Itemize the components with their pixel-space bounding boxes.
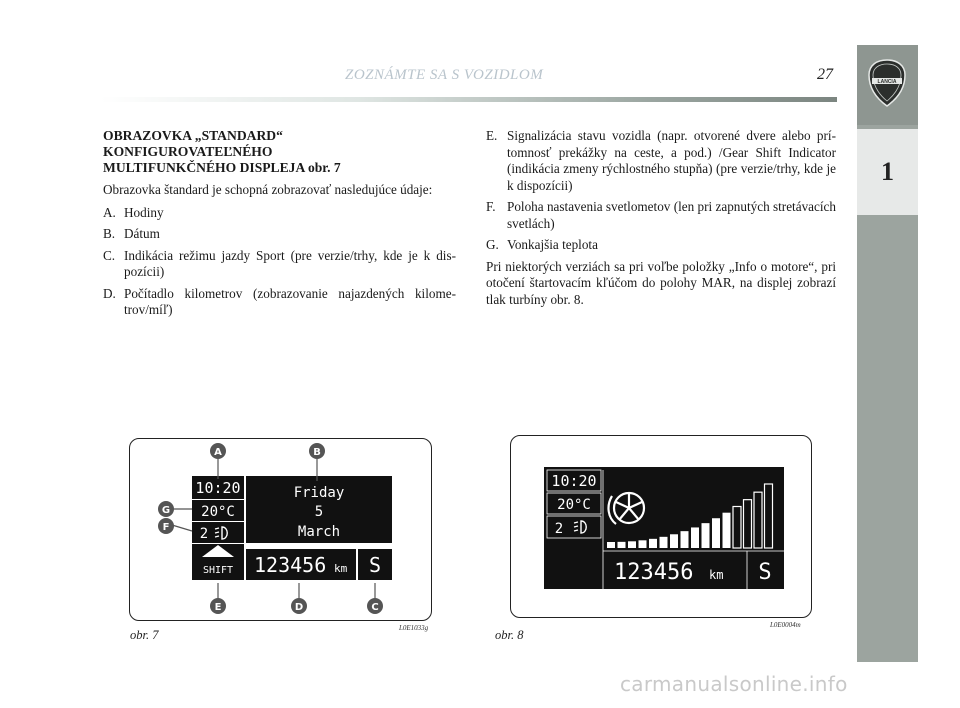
figure-8-code: L0E0004m [770,621,801,629]
svg-text:C: C [371,602,379,613]
list-item [103,248,456,281]
boost-bar [618,542,626,548]
left-column [103,128,456,324]
running-header-title: ZOZNÁMTE SA S VOZIDLOM [345,67,544,83]
callout-f [158,518,174,534]
svg-text:B: B [313,447,321,458]
temperature-text: 20°C [557,497,591,513]
odometer-unit: km [709,568,724,582]
boost-bar [765,484,773,548]
item-text: Počítadlo kilometrov (zobrazovanie najazdených kilometrov/míľ) [124,285,456,317]
list-item [103,205,456,222]
figure-8-frame [510,435,812,618]
turbo-paragraph: Pri niektorých verziách sa pri voľbe položky „Info o motore“, pri otočení štartovacím kľúčom do polohy MAR, na displej zobrazí tlak turbíny obr. 8. [486,258,836,307]
list-item [486,199,836,232]
odometer-unit: km [334,562,348,575]
svg-text:A: A [214,447,222,458]
item-letter: E. [486,128,498,143]
figure-7-illustration [130,439,433,622]
page-number: 27 [817,66,833,83]
list-item [103,226,456,243]
boost-bar [702,523,710,548]
heading-line-3: MULTIFUNKČNÉHO DISPLEJA obr. 7 [103,160,341,175]
callout-d [291,598,307,614]
boost-bar [639,540,647,548]
item-text: Indikácia režimu jazdy Sport (pre verzie/trhy, kde je k dispozícii) [124,247,456,279]
svg-text:D: D [294,602,304,613]
item-letter: D. [103,285,116,301]
item-text: Vonkajšia teplota [507,237,598,252]
section-heading [103,128,456,176]
callout-c [367,598,383,614]
figure-8-illustration [511,436,813,619]
logo-text: LANCIA [877,79,897,86]
list-item [103,286,456,319]
boost-bar [691,527,699,548]
svg-text:G: G [161,505,171,516]
callout-a [210,443,226,459]
list-item [486,237,836,254]
item-text: Poloha nastavenia svetlometov (len pri zapnutých stretávacích svetlách) [507,199,836,231]
figure-7-code: L0E1033g [399,624,429,632]
boost-bar [607,542,615,548]
clock-text: 10:20 [551,472,597,490]
svg-text:E: E [214,602,222,613]
odometer-text: 123456 [254,553,327,577]
chapter-sidebar [857,45,918,662]
boost-bar [744,500,752,548]
figure-8-caption: obr. 8 [495,628,524,642]
month-text: March [297,524,341,540]
callout-b [309,443,325,459]
item-text: Hodiny [124,204,164,220]
callout-g [158,501,174,517]
chapter-number: 1 [857,129,918,215]
item-letter: F. [486,199,496,214]
item-letter: C. [103,247,116,263]
boost-bar [628,541,636,548]
header-rule [100,97,837,102]
mode-text: S [758,560,772,585]
item-letter: A. [103,204,116,220]
boost-bar [754,492,762,548]
item-text: Dátum [124,226,160,241]
odometer-text: 123456 [614,560,694,585]
figure-7-caption: obr. 7 [130,628,159,642]
right-column [486,128,836,314]
item-letter: G. [486,237,499,252]
date-number-text: 5 [314,504,324,520]
boost-bar [681,531,689,548]
boost-bar [649,539,657,548]
figure-7-frame [129,438,432,621]
boost-bar [723,513,731,548]
lancia-logo-icon [868,59,906,107]
mode-text: S [368,553,382,577]
clock-text: 10:20 [195,479,241,497]
temperature-text: 20°C [201,504,235,520]
callout-e [210,598,226,614]
boost-bar [660,537,668,548]
shift-label: SHIFT [202,565,234,576]
item-text: Signalizácia stavu vozidla (napr. otvorené dvere alebo prítomnosť prekážky na ceste, a pod.) /Gear Shift Indicator (indikácia zmeny rýchlostného stupňa) (pre verzie/trhy, kde je k dispozícii) [507,128,836,193]
svg-text:F: F [162,522,170,533]
intro-paragraph: Obrazovka štandard je schopná zobrazovať nasledujúce údaje: [103,182,433,197]
watermark: carmanualsonline.info [620,672,848,696]
headlight-level-text: 2 [554,521,564,537]
logo-box [857,45,918,125]
boost-bar [670,534,678,548]
list-item [486,128,836,194]
heading-line-1: OBRAZOVKA „STANDARD“ [103,128,283,143]
day-text: Friday [293,485,345,501]
heading-line-2: KONFIGUROVATEĽNÉHO [103,144,273,159]
item-letter: B. [103,226,116,241]
boost-bar [733,507,741,548]
boost-bar [712,518,720,548]
headlight-level-text: 2 [199,526,209,542]
